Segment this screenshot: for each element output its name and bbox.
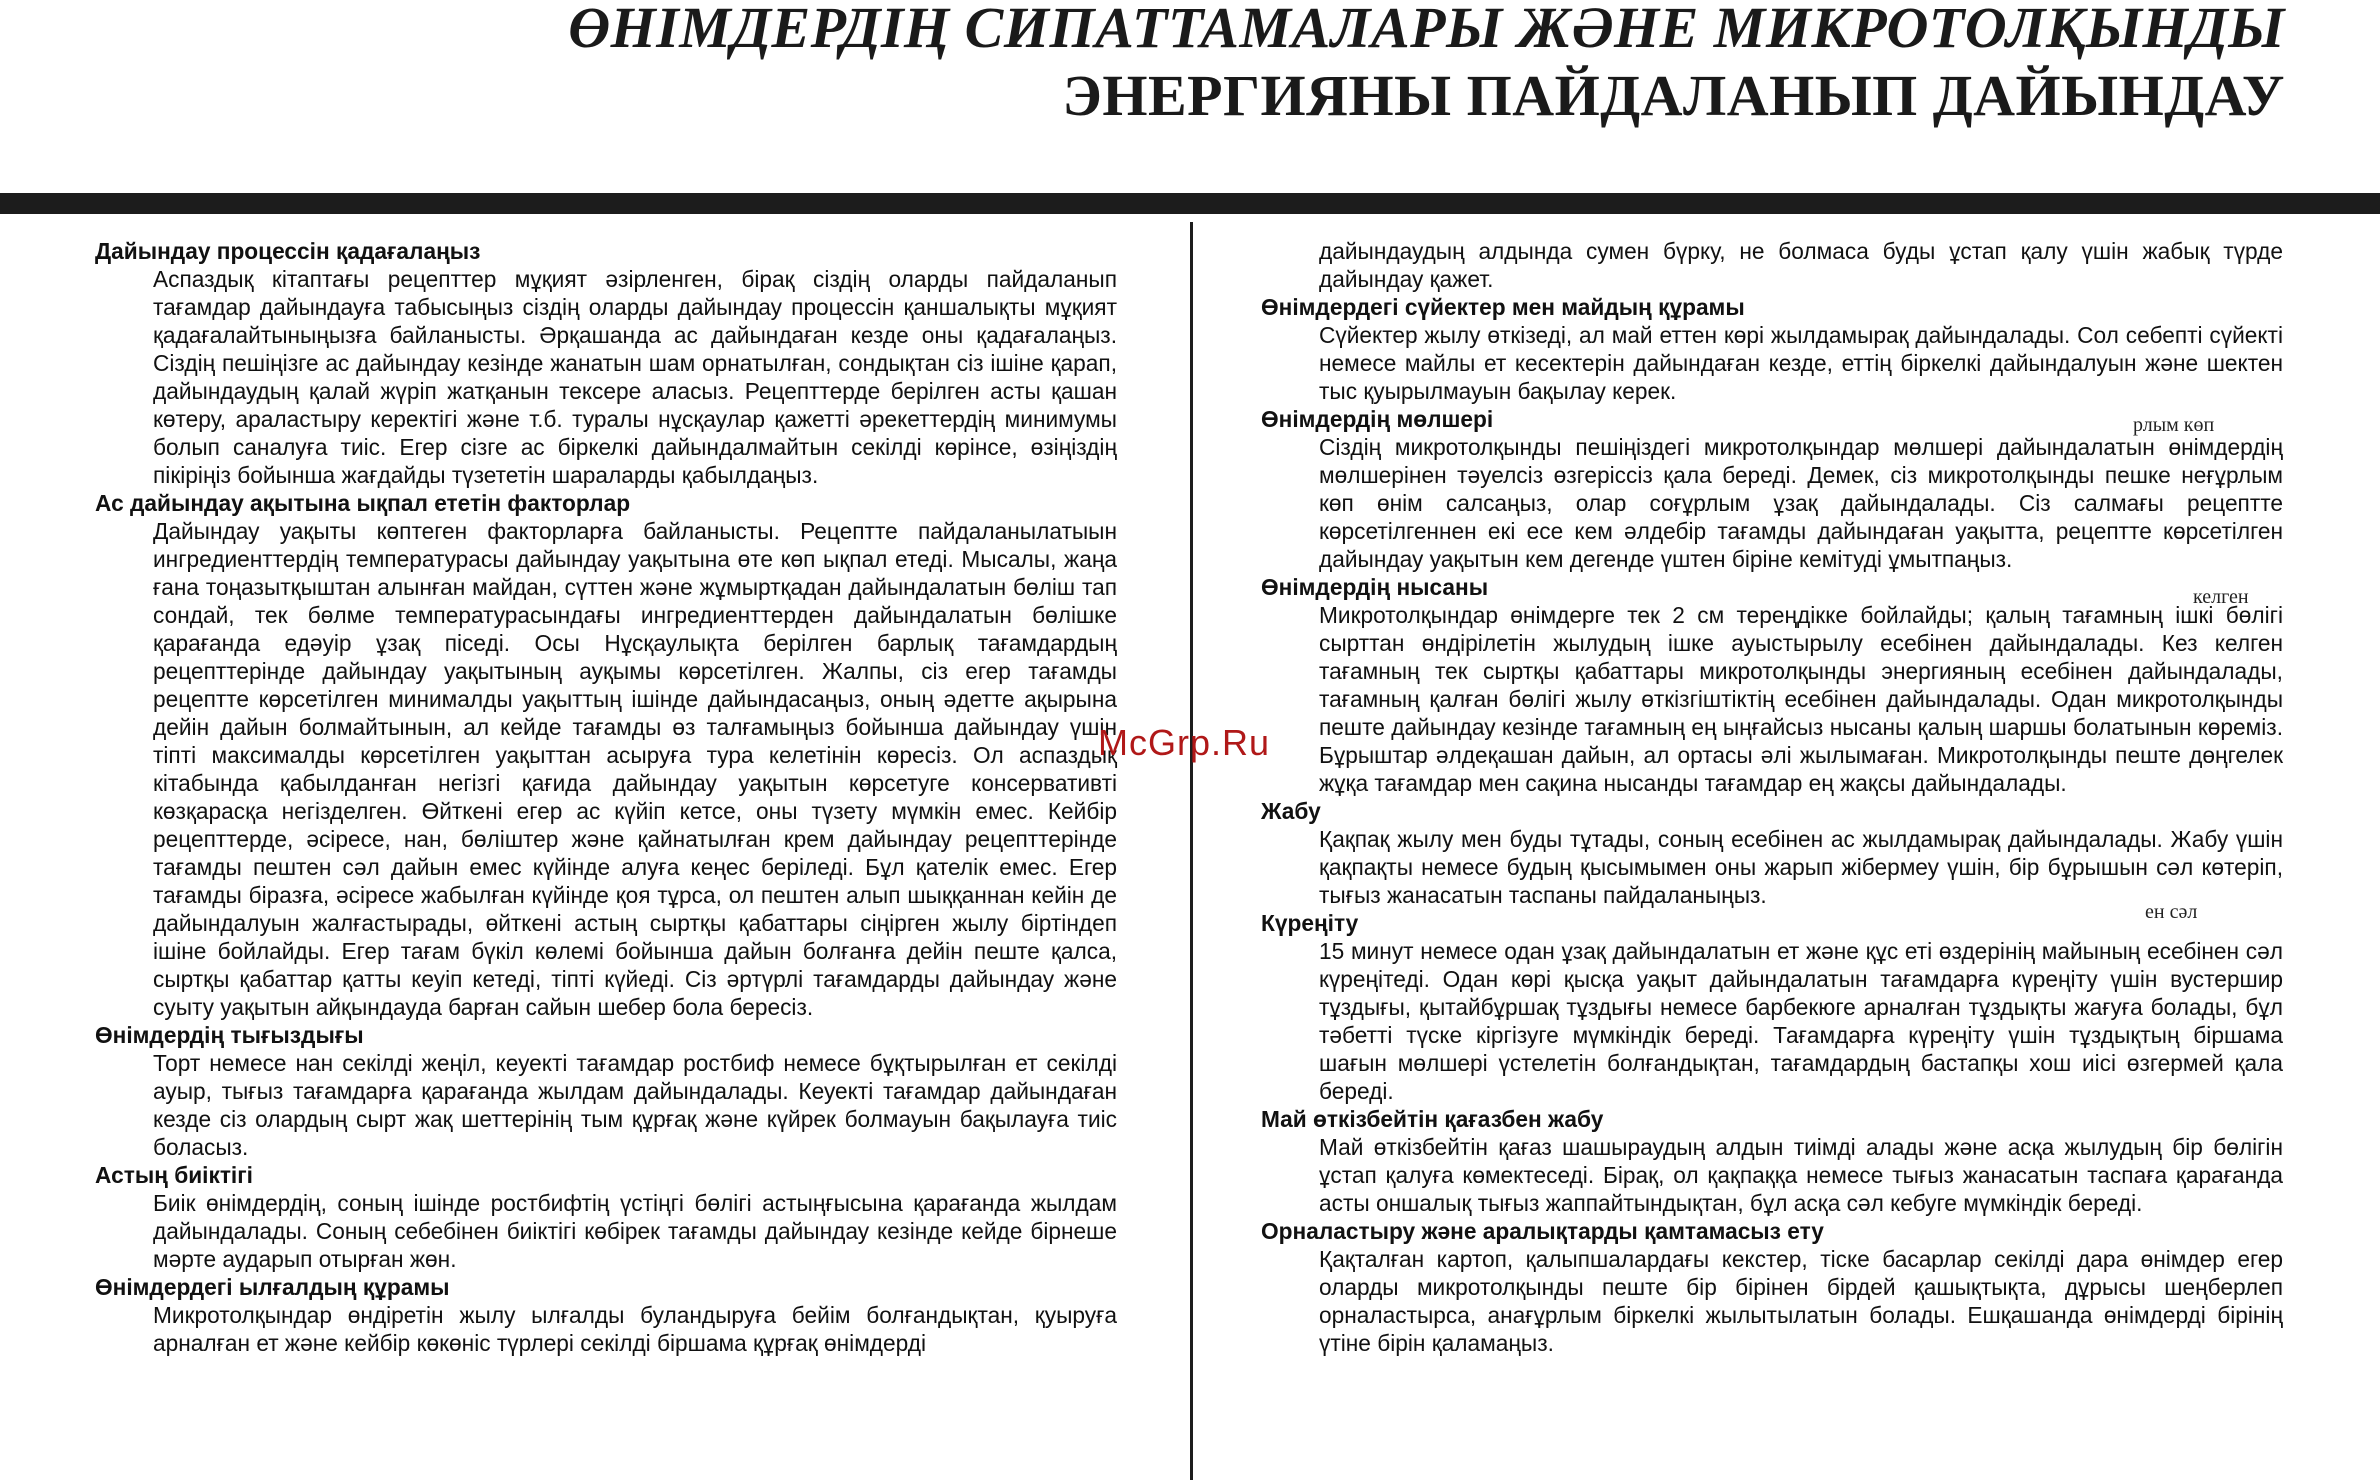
section-browning xyxy=(1261,909,2283,1105)
section-text: Аспаздық кітаптағы рецепттер мұқият әзірленген, бірақ сіздің оларды пайдаланып тағамдар дайындауға табысыңыз сіздің оларды дайындау процессін қаншалықты мұқият қадағалайтыныңызға байланысты. Әрқашанда ас дайындаған кезде оны қадағалаңыз. Сіздің пешіңізге ас дайындау кезінде жанатын шам орнатылған, сондықтан сіз ішіне қарап, дайындаудың қалай жүріп жатқанын тексере аласыз. Рецепттерде берілген асты қашан көтеру, араластыру керектігі және т.б. туралы нұсқаулар қажетті әрекеттердің минимумы болып саналуға тиіс. Егер сізге ас біркелкі дайындалмайтын секілді көрінсе, өзіңіздің пікіріңіз бойынша жағдайды түзететін шараларды қабылдаңыз. xyxy=(153,266,1117,488)
left-column xyxy=(95,237,1117,1357)
section-text: Дайындау уақыты көптеген факторларға байланысты. Рецептте пайдаланылатыын ингредиенттердің температурасы дайындау уақытына өте көп ықпал етеді. Мысалы, жаңа ғана тоңазытқыштан алынған майдан, сүттен және жұмыртқадан дайындалатын бөліш тап сондай, тек бөлме температурасындағы ингредиенттерден дайындалатын бөлішке қарағанда едәуір ұзақ піседі. Осы Нұсқаулықта берілген барлық тағамдардың рецепттерінде дайындау уақытының ауқымы көрсетілген. Жалпы, сіз егер тағамды рецептте көрсетілген минималды уақыттың ішінде дайындасаңыз, оның әдетте ақырына дейін дайын болмайтынын, ал кейде тағамды өз талғамыңыз бойынша дайындау үшін тіпті максималды көрсетілген уақыттан асыруға тура келетінін көресіз. Ол аспаздық кітабында қабылданған негізгі қағида дайындау уақытын көрсетуге консервативті көзқарасқа негізделген. Өйткені егер ас күйіп кетсе, оны түзету мүмкін емес. Кейбір рецепттерде, әсіресе, нан, бөліштер және қайнатылған крем дайындау рецепттерінде тағамды пештен сәл дайын емес күйінде алуға кеңес беріледі. Бұл қателік емес. Егер тағамды біразға, әсіресе жабылған күйінде қоя тұрса, ол пештен алып шыққаннан кейін де дайындалуын жалғастырады, өйткені астың сыртқы қабаттары сіңірген жылу біртіндеп ішіне бойлайды. Егер тағам бүкіл көлемі бойынша дайын болғанға дейін пеште қалса, сыртқы қабаттар қатты кеуіп кетеді, тіпті күйеді. Сіз әртүрлі тағамдарды дайындау және суыту уақытын айқындауда барған сайын шебер бола бересіз. xyxy=(153,518,1117,1020)
section-heading: Өнімдердегі ылғалдың құрамы xyxy=(95,1274,450,1300)
column-divider xyxy=(1190,222,1193,1480)
stray-overlay-text: ен сәл xyxy=(2145,901,2198,923)
section-heading: Күреңіту xyxy=(1261,910,1359,936)
section-text: Қақпақ жылу мен буды тұтады, соның есебінен ас жылдамырақ дайындалады. Жабу үшін қақпақты немесе будың қысымымен оны жарып жібермеу үшін, бір бұрышын сәл көтеріп, тығыз жанасатын таспаны пайдаланыңыз. xyxy=(1319,826,2283,908)
section-heading: Орналастыру және аралықтарды қамтамасыз ету xyxy=(1261,1218,1824,1244)
section-heading: Өнімдердің мөлшері xyxy=(1261,406,1494,432)
section-bones-and-fat xyxy=(1261,293,2283,405)
page-title-line-2: ЭНЕРГИЯНЫ ПАЙДАЛАНЫП ДАЙЫНДАУ xyxy=(1062,63,2285,128)
section-heading: Өнімдердегі сүйектер мен майдың құрамы xyxy=(1261,294,1745,320)
section-heading: Астың биіктігі xyxy=(95,1162,253,1188)
page-title-line-1: ӨНІМДЕРДІҢ СИПАТТАМАЛАРЫ ЖӘНЕ МИКРОТОЛҚЫНДЫ xyxy=(568,0,2285,60)
section-text: 15 минут немесе одан ұзақ дайындалатын ет және құс еті өздерінің майының есебінен сәл күреңітеді. Одан көрі қысқа уақыт дайындалатын тағамдарға күреңіту үшін вустершир тұздығы, қытайбұршақ тұздығы немесе барбекюге арналған тұздықты жағуға болады, бұл тәбетті түске кіргізуге мүмкіндік береді. Тағамдарға күреңіту үшін тұздықтың біршама шағын мөлшері үстелетін болғандықтан, тағамдардың бастапқы хош иісі өзгермей қала береді. xyxy=(1319,938,2283,1104)
section-food-shape xyxy=(1261,573,2283,797)
section-text: Май өткізбейтін қағаз шашыраудың алдын тиімді алады және асқа жылудың бір бөлігін ұстап қалуға көмектеседі. Бірақ, ол қақпаққа немесе тығыз жанасатын таспаға қарағанда асты оншалық тығыз жаппайтындықтан, бұл асқа сәл кебуге мүмкіндік береді. xyxy=(1319,1134,2283,1216)
section-text: Сіздің микротолқынды пешіңіздегі микротолқындар мөлшері дайындалатын өнімдердің мөлшерінен тәуелсіз өзгеріссіз қала береді. Демек, сіз микротолқынды пешке неғұрлым көп өнім салсаңыз, олар соғұрлым ұзақ дайындалады. Сіз салмағы рецептте көрсетілгеннен екі есе кем әлдебір тағамды дайындаған уақытта, рецептте көрсетілген дайындау уақытын кем дегенде үштен біріне кемітуді ұмытпаңыз. xyxy=(1319,434,2283,572)
right-column xyxy=(1261,237,2283,1357)
section-text: Қақталған картоп, қалыпшалардағы кекстер, тіске басарлар секілді дара өнімдер егер оларды микротолқынды пеште бір бірінен бірдей қашықтықта, дұрысы шеңберлеп орналастырса, анағұрлым біркелкі жылытылатын болады. Ешқашанда өнімдерді бірінің үтіне бірін қаламаңыз. xyxy=(1319,1246,2283,1356)
section-covering xyxy=(1261,797,2283,909)
section-heading: Дайындау процессін қадағалаңыз xyxy=(95,238,481,264)
section-heading: Өнімдердің нысаны xyxy=(1261,574,1489,600)
section-text: Биік өнімдердің, соның ішінде ростбифтің үстіңгі бөлігі астыңғысына қарағанда жылдам дайындалады. Соның себебінен биіктігі көбірек тағамды дайындау кезінде кейде бірнеше мәрте аударып отырған жөн. xyxy=(153,1190,1117,1272)
section-cooking-process xyxy=(95,237,1117,489)
section-greaseproof-paper xyxy=(1261,1105,2283,1217)
section-heading: Ас дайындау ақытына ықпал ететін факторлар xyxy=(95,490,631,516)
section-text: Микротолқындар өнімдерге тек 2 см тереңдікке бойлайды; қалың тағамның ішкі бөлігі сырттан өндірілетін жылудың ішке ауыстырылу есебінен дайындалады. Кез келген тағамның тек сыртқы қабаттары микротолқынды энергияның есебінен дайындалады, тағамның қалған бөлігі жылу өткізгіштіктің есебінен дайындалады. Одан микротолқынды пеште дайындау кезінде тағамның ең ыңғайсыз нысаны қалың шаршы болатынын көреміз. Бұрыштар әлдеқашан дайын, ал ортасы әлі жылымаған. Микротолқынды пеште дөңгелек жұқа тағамдар мен сақина нысанды тағамдар ең жақсы дайындалады. xyxy=(1319,602,2283,796)
continued-text: дайындаудың алдында сумен бүрку, не болмаса буды ұстап қалу үшін жабық түрде дайындау қажет. xyxy=(1319,238,2283,292)
section-food-height xyxy=(95,1161,1117,1273)
section-cooking-time-factors xyxy=(95,489,1117,1021)
section-heading: Май өткізбейтін қағазбен жабу xyxy=(1261,1106,1604,1132)
stray-overlay-text: келген xyxy=(2193,586,2249,608)
section-food-quantity xyxy=(1261,405,2283,573)
header-divider-bar xyxy=(0,193,2380,214)
section-moisture-content xyxy=(95,1273,1117,1357)
section-heading: Өнімдердің тығыздығы xyxy=(95,1022,364,1048)
section-text: Торт немесе нан секілді жеңіл, кеуекті тағамдар ростбиф немесе бұқтырылған ет секілді ауыр, тығыз тағамдарға қарағанда жылдам дайындалады. Кеуекті тағамдар дайындаған кезде сіз олардың сырт жақ шеттерінің тым құрғақ және күйрек болмауын бақылауға тиіс боласыз. xyxy=(153,1050,1117,1160)
watermark-text: McGrp.Ru xyxy=(1098,722,1271,763)
section-text: Сүйектер жылу өткізеді, ал май еттен көрі жылдамырақ дайындалады. Сол себепті сүйекті немесе майлы ет кесектерін дайындаған кезде, еттің біркелкі дайындалуын және шектен тыс қуырылмауын бақылау керек. xyxy=(1319,322,2283,404)
section-arrangement-spacing xyxy=(1261,1217,2283,1357)
stray-overlay-text: рлым көп xyxy=(2133,414,2215,436)
section-food-density xyxy=(95,1021,1117,1161)
section-text: Микротолқындар өндіретін жылу ылғалды буландыруға бейім болғандықтан, қуыруға арналған ет және кейбір көкөніс түрлері секілді біршама құрғақ өнімдерді xyxy=(153,1302,1117,1356)
section-heading: Жабу xyxy=(1261,798,1321,824)
